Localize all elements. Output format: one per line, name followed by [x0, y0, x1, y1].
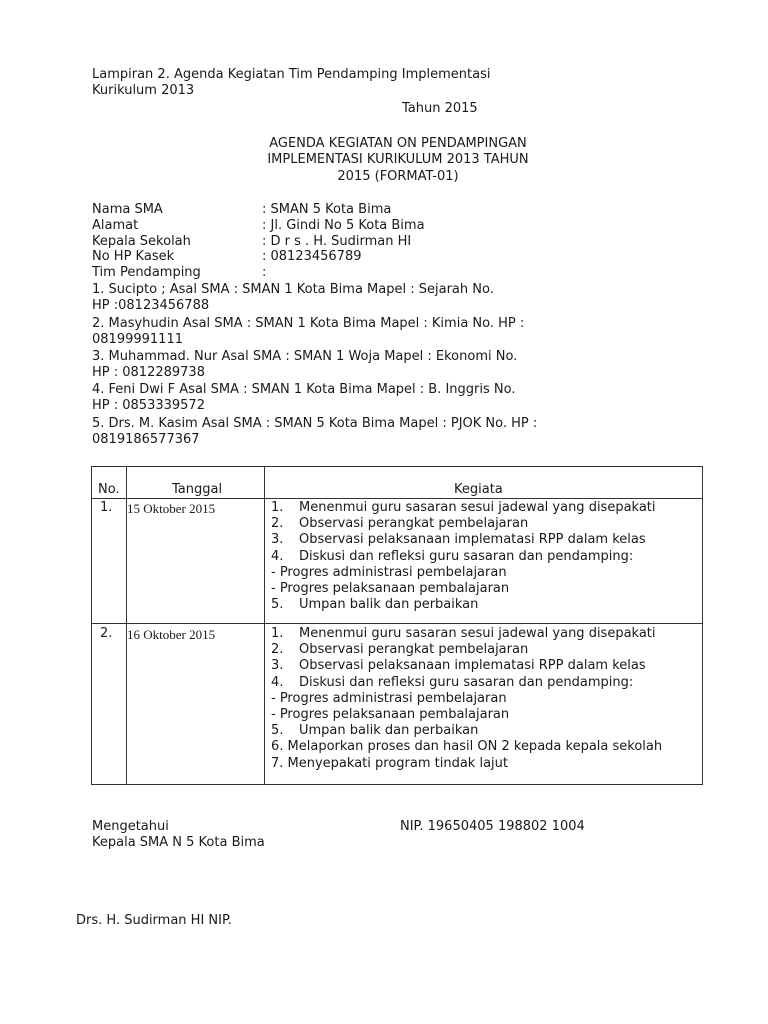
table-row-divider	[91, 623, 703, 624]
activity-subitem: - Progres pelaksanaan pembalajaran	[271, 581, 510, 597]
footer-nip: NIP. 19650405 198802 1004	[400, 819, 585, 834]
team-member-5-phone: 0819186577367	[92, 432, 200, 447]
team-member-4: 4. Feni Dwi F Asal SMA : SMAN 1 Kota Bima Mapel : B. Inggris No.	[92, 382, 516, 397]
table-header-kegiatan: Kegiata	[454, 482, 503, 497]
team-member-1-phone: HP :08123456788	[92, 298, 210, 313]
team-member-3-phone: HP : 0812289738	[92, 365, 205, 380]
header-line-1: Lampiran 2. Agenda Kegiatan Tim Pendamping Implementasi	[92, 67, 491, 82]
table-header-no: No.	[98, 482, 120, 497]
agenda-table	[91, 466, 703, 786]
table-row-1-date: 15 Oktober 2015	[127, 501, 216, 516]
activity-item: 1. Menenmui guru sasaran sesui jadewal yang disepakati	[271, 500, 656, 515]
table-row-1-activities	[271, 500, 656, 613]
activity-item: 4. Diskusi dan refleksi guru sasaran dan pendamping:	[271, 674, 634, 690]
activity-item: 3. Observasi pelaksanaan implematasi RPP dalam kelas	[271, 658, 646, 674]
info-value-tim-pendamping: :	[262, 265, 267, 280]
table-row-2-no: 2.	[100, 626, 113, 641]
activity-item: 6. Melaporkan proses dan hasil ON 2 kepada kepala sekolah	[271, 739, 663, 755]
table-row-1-no: 1.	[100, 500, 113, 515]
header-year: Tahun 2015	[402, 101, 478, 116]
table-border-left	[91, 466, 92, 785]
activity-item: 5. Umpan balik dan perbaikan	[271, 597, 479, 613]
info-value-kepala-sekolah: : D r s . H. Sudirman HI	[262, 234, 412, 249]
team-member-2: 2. Masyhudin Asal SMA : SMAN 1 Kota Bima Mapel : Kimia No. HP :	[92, 316, 525, 331]
activity-item: 1. Menenmui guru sasaran sesui jadewal yang disepakati	[271, 626, 656, 641]
info-label-alamat: Alamat	[92, 218, 139, 233]
info-value-nama-sma: : SMAN 5 Kota Bima	[262, 202, 392, 217]
footer-mengetahui: Mengetahui	[92, 819, 169, 834]
activity-item: 4. Diskusi dan refleksi guru sasaran dan pendamping:	[271, 548, 634, 564]
activity-subitem: - Progres pelaksanaan pembalajaran	[271, 707, 510, 723]
document-title-line-1: AGENDA KEGIATAN ON PENDAMPINGAN	[269, 136, 527, 151]
header-line-2: Kurikulum 2013	[92, 83, 195, 98]
team-member-2-phone: 08199991111	[92, 332, 183, 347]
table-border-bottom	[91, 784, 703, 785]
footer-kepala: Kepala SMA N 5 Kota Bima	[92, 835, 265, 850]
table-header-tanggal: Tanggal	[172, 482, 223, 497]
team-member-4-phone: HP : 0853339572	[92, 398, 205, 413]
info-label-nama-sma: Nama SMA	[92, 202, 163, 217]
activity-item: 5. Umpan balik dan perbaikan	[271, 723, 479, 739]
info-label-no-hp-kasek: No HP Kasek	[92, 249, 175, 264]
activity-subitem: - Progres administrasi pembelajaran	[271, 690, 507, 706]
table-col-divider-2	[264, 466, 265, 785]
activity-item: 2. Observasi perangkat pembelajaran	[271, 516, 529, 532]
table-row-2-date: 16 Oktober 2015	[127, 627, 216, 642]
activity-item: 7. Menyepakati program tindak lajut	[271, 755, 508, 771]
activity-subitem: - Progres administrasi pembelajaran	[271, 564, 507, 580]
activity-item: 3. Observasi pelaksanaan implematasi RPP dalam kelas	[271, 532, 646, 548]
info-label-tim-pendamping: Tim Pendamping	[92, 265, 201, 280]
table-row-2-activities	[271, 626, 662, 772]
team-member-5: 5. Drs. M. Kasim Asal SMA : SMAN 5 Kota Bima Mapel : PJOK No. HP :	[92, 416, 538, 431]
info-label-kepala-sekolah: Kepala Sekolah	[92, 234, 191, 249]
info-value-alamat: : Jl. Gindi No 5 Kota Bima	[262, 218, 425, 233]
info-value-no-hp-kasek: : 08123456789	[262, 249, 362, 264]
activity-item: 2. Observasi perangkat pembelajaran	[271, 642, 529, 658]
document-title-line-2: IMPLEMENTASI KURIKULUM 2013 TAHUN	[267, 152, 529, 167]
document-title-line-3: 2015 (FORMAT-01)	[337, 169, 459, 184]
footer-signature: Drs. H. Sudirman HI NIP.	[76, 913, 232, 928]
table-border-right	[702, 466, 703, 785]
team-member-3: 3. Muhammad. Nur Asal SMA : SMAN 1 Woja Mapel : Ekonomi No.	[92, 349, 518, 364]
team-member-1: 1. Sucipto ; Asal SMA : SMAN 1 Kota Bima Mapel : Sejarah No.	[92, 282, 494, 297]
table-border-top	[91, 466, 703, 467]
